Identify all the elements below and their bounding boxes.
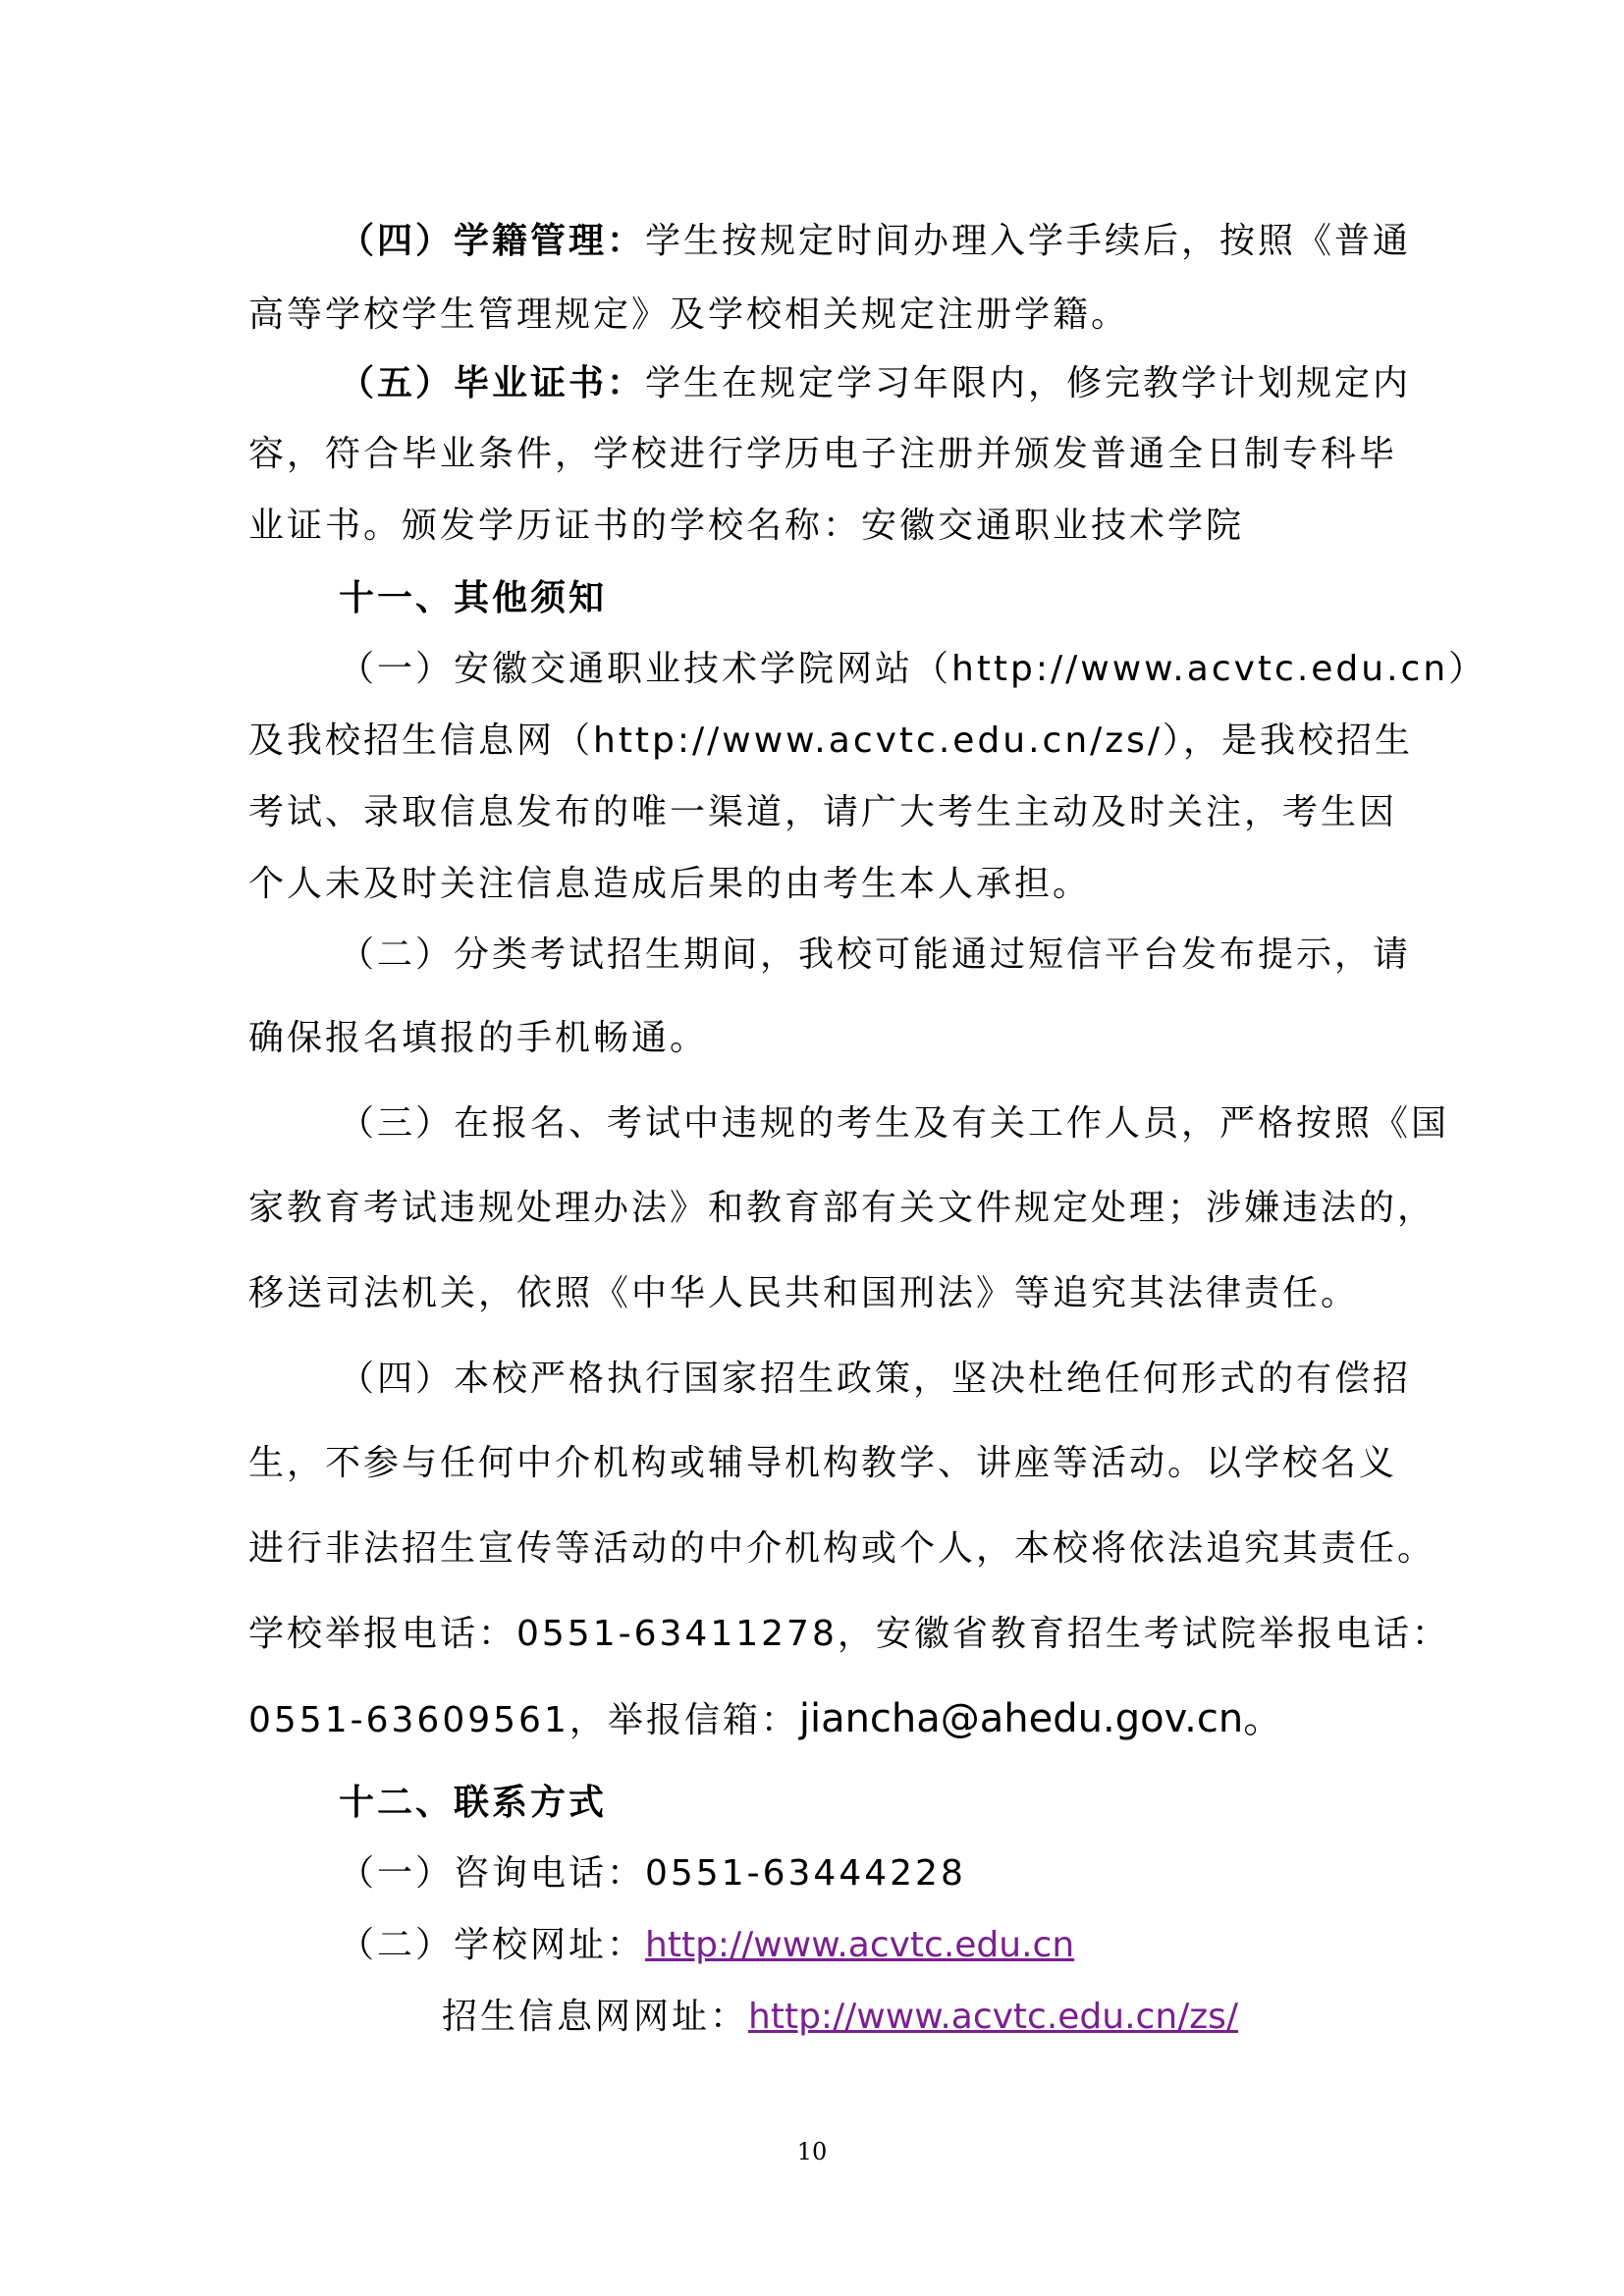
notice1-line4: 个人未及时关注信息造成后果的由考生本人承担。 xyxy=(248,864,1092,904)
notice4-line3: 进行非法招生宣传等活动的中介机构或个人，本校将依法追究其责任。 xyxy=(248,1528,1436,1569)
reg-text1: 学生按规定时间办理入学手续后，按照《普通 xyxy=(645,221,1412,261)
notice3-line1: （三）在报名、考试中违规的考生及有关工作人员，严格按照《国 xyxy=(339,1103,1450,1144)
notice3-line3: 移送司法机关，依照《中华人民共和国刑法》等追究其法律责任。 xyxy=(248,1273,1360,1313)
reg-para-line2: 高等学校学生管理规定》及学校相关规定注册学籍。 xyxy=(248,294,1130,335)
reg-para-line1 xyxy=(339,217,1411,266)
zs-label: 招生信息网网址： xyxy=(442,1997,749,2037)
cert-text1: 学生在规定学习年限内，修完教学计划规定内 xyxy=(645,363,1412,403)
school-website-link[interactable]: http://www.acvtc.edu.cn xyxy=(645,1925,1075,1965)
notice2-line2: 确保报名填报的手机畅通。 xyxy=(248,1018,709,1058)
contact-zs-line xyxy=(442,1993,1238,2042)
cert-para-line1 xyxy=(339,359,1411,408)
site-label: （二）学校网址： xyxy=(339,1925,646,1965)
admission-website-link[interactable]: http://www.acvtc.edu.cn/zs/ xyxy=(748,1997,1239,2037)
notice1-line1: （一）安徽交通职业技术学院网站（http://www.acvtc.edu.cn） xyxy=(339,649,1488,689)
cert-para-line3: 业证书。颁发学历证书的学校名称：安徽交通职业技术学院 xyxy=(248,506,1245,546)
heading-contact: 十二、联系方式 xyxy=(339,1783,608,1823)
notice4-line1: （四）本校严格执行国家招生政策，坚决杜绝任何形式的有偿招 xyxy=(339,1359,1412,1399)
report-email: jiancha@ahedu.gov.cn。 xyxy=(798,1696,1283,1741)
page-number: 10 xyxy=(796,2138,828,2165)
notice3-line2: 家教育考试违规处理办法》和教育部有关文件规定处理；涉嫌违法的， xyxy=(248,1188,1436,1228)
notice4-line4: 学校举报电话：0551-63411278，安徽省教育招生考试院举报电话： xyxy=(248,1614,1450,1654)
notice1-line3: 考试、录取信息发布的唯一渠道，请广大考生主动及时关注，考生因 xyxy=(248,792,1398,832)
contact-phone: （一）咨询电话：0551-63444228 xyxy=(339,1853,966,1894)
notice4-line5 xyxy=(248,1694,1282,1745)
heading-other-notice: 十一、其他须知 xyxy=(339,578,608,618)
reg-label: （四）学籍管理： xyxy=(339,221,646,261)
report-email-label: 0551-63609561，举报信箱： xyxy=(248,1700,799,1740)
notice1-line2: 及我校招生信息网（http://www.acvtc.edu.cn/zs/），是我校招生 xyxy=(248,721,1414,761)
notice4-line2: 生，不参与任何中介机构或辅导机构教学、讲座等活动。以学校名义 xyxy=(248,1443,1398,1483)
contact-site-line xyxy=(339,1921,1074,1970)
cert-para-line2: 容，符合毕业条件，学校进行学历电子注册并颁发普通全日制专科毕 xyxy=(248,434,1398,474)
notice2-line1: （二）分类考试招生期间，我校可能通过短信平台发布提示，请 xyxy=(339,934,1412,975)
cert-label: （五）毕业证书： xyxy=(339,363,646,403)
